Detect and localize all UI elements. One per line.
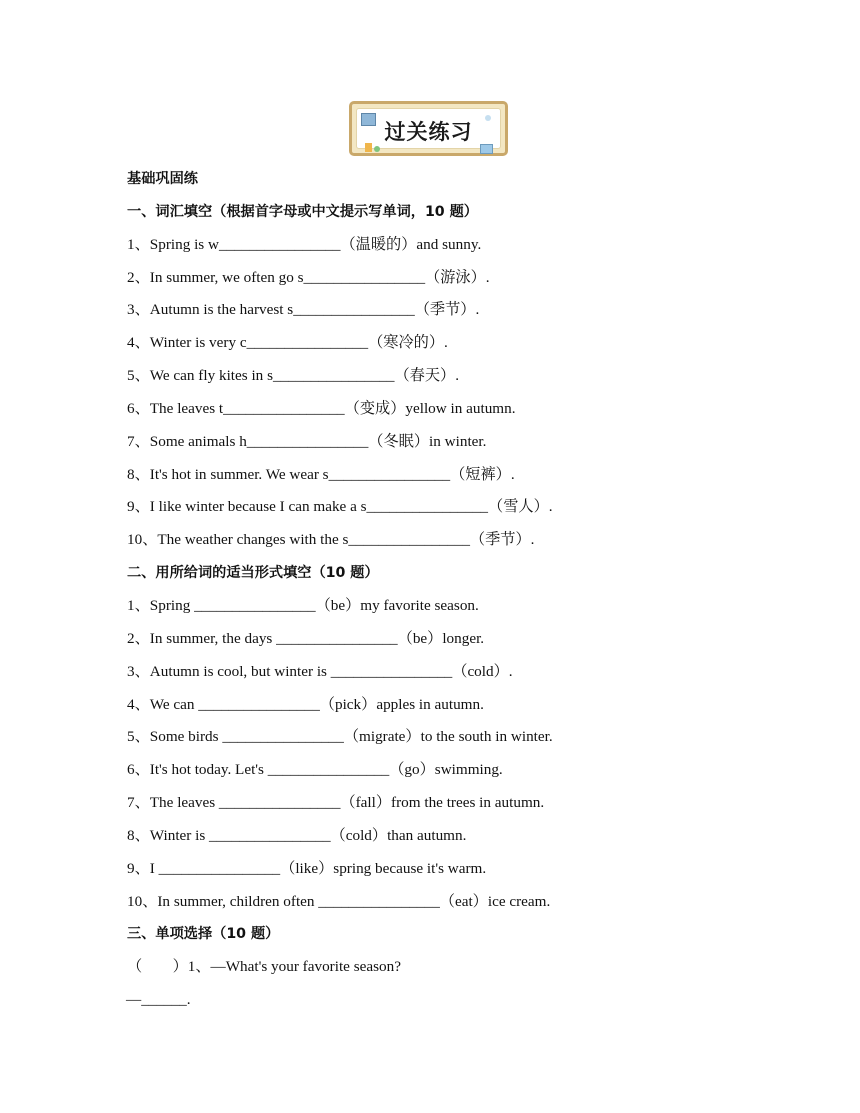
question-item: 2、In summer, we often go s________________（游泳）.	[127, 268, 490, 286]
question-item: 4、We can ________________（pick）apples in autumn.	[127, 695, 484, 713]
leaf-icon	[374, 146, 380, 152]
question-item: 5、We can fly kites in s________________（春天）.	[127, 367, 460, 385]
part1-heading: 一、词汇填空（根据首字母或中文提示写单词，10 题）	[127, 203, 478, 220]
question-item: 8、Winter is ________________（cold）than autumn.	[127, 826, 467, 844]
question-item: 6、The leaves t________________（变成）yellow in autumn.	[127, 399, 516, 417]
question-item: 1、Spring ________________（be）my favorite season.	[127, 596, 479, 614]
section-title-badge	[349, 101, 508, 156]
question-item: 7、The leaves ________________（fall）from the trees in autumn.	[127, 794, 545, 812]
question-item: 7、Some animals h________________（冬眠）in winter.	[127, 432, 487, 450]
badge-panel	[356, 108, 501, 149]
question-item: 3、Autumn is cool, but winter is ________________（cold）.	[127, 662, 513, 680]
question-item: 8、It's hot in summer. We wear s________________（短裤）.	[127, 465, 515, 483]
question-item: 9、I ________________（like）spring because it's warm.	[127, 859, 487, 877]
question-item: 2、In summer, the days ________________（be）longer.	[127, 629, 485, 647]
badge-title: 过关练习	[384, 120, 473, 144]
part2-heading: 二、用所给词的适当形式填空（10 题）	[127, 565, 379, 582]
question-item: 6、It's hot today. Let's ________________（go）swimming.	[127, 761, 503, 779]
answer-line: —______.	[126, 991, 191, 1009]
question-item: 10、In summer, children often ________________（eat）ice cream.	[127, 892, 551, 910]
part3-heading: 三、单项选择（10 题）	[127, 926, 280, 943]
question-item: 3、Autumn is the harvest s________________（季节）.	[127, 301, 480, 319]
question-item: （ ）1、—What's your favorite season?	[127, 958, 401, 976]
question-item: 5、Some birds ________________（migrate）to the south in winter.	[127, 728, 553, 746]
question-item: 4、Winter is very c________________（寒冷的）.	[127, 334, 448, 352]
exercise-content	[127, 168, 827, 1022]
question-item: 9、I like winter because I can make a s________________（雪人）.	[127, 498, 553, 516]
question-item: 1、Spring is w________________（温暖的）and sunny.	[127, 235, 482, 253]
section-label: 基础巩固练	[127, 171, 198, 187]
question-item: 10、The weather changes with the s________________（季节）.	[127, 531, 535, 549]
